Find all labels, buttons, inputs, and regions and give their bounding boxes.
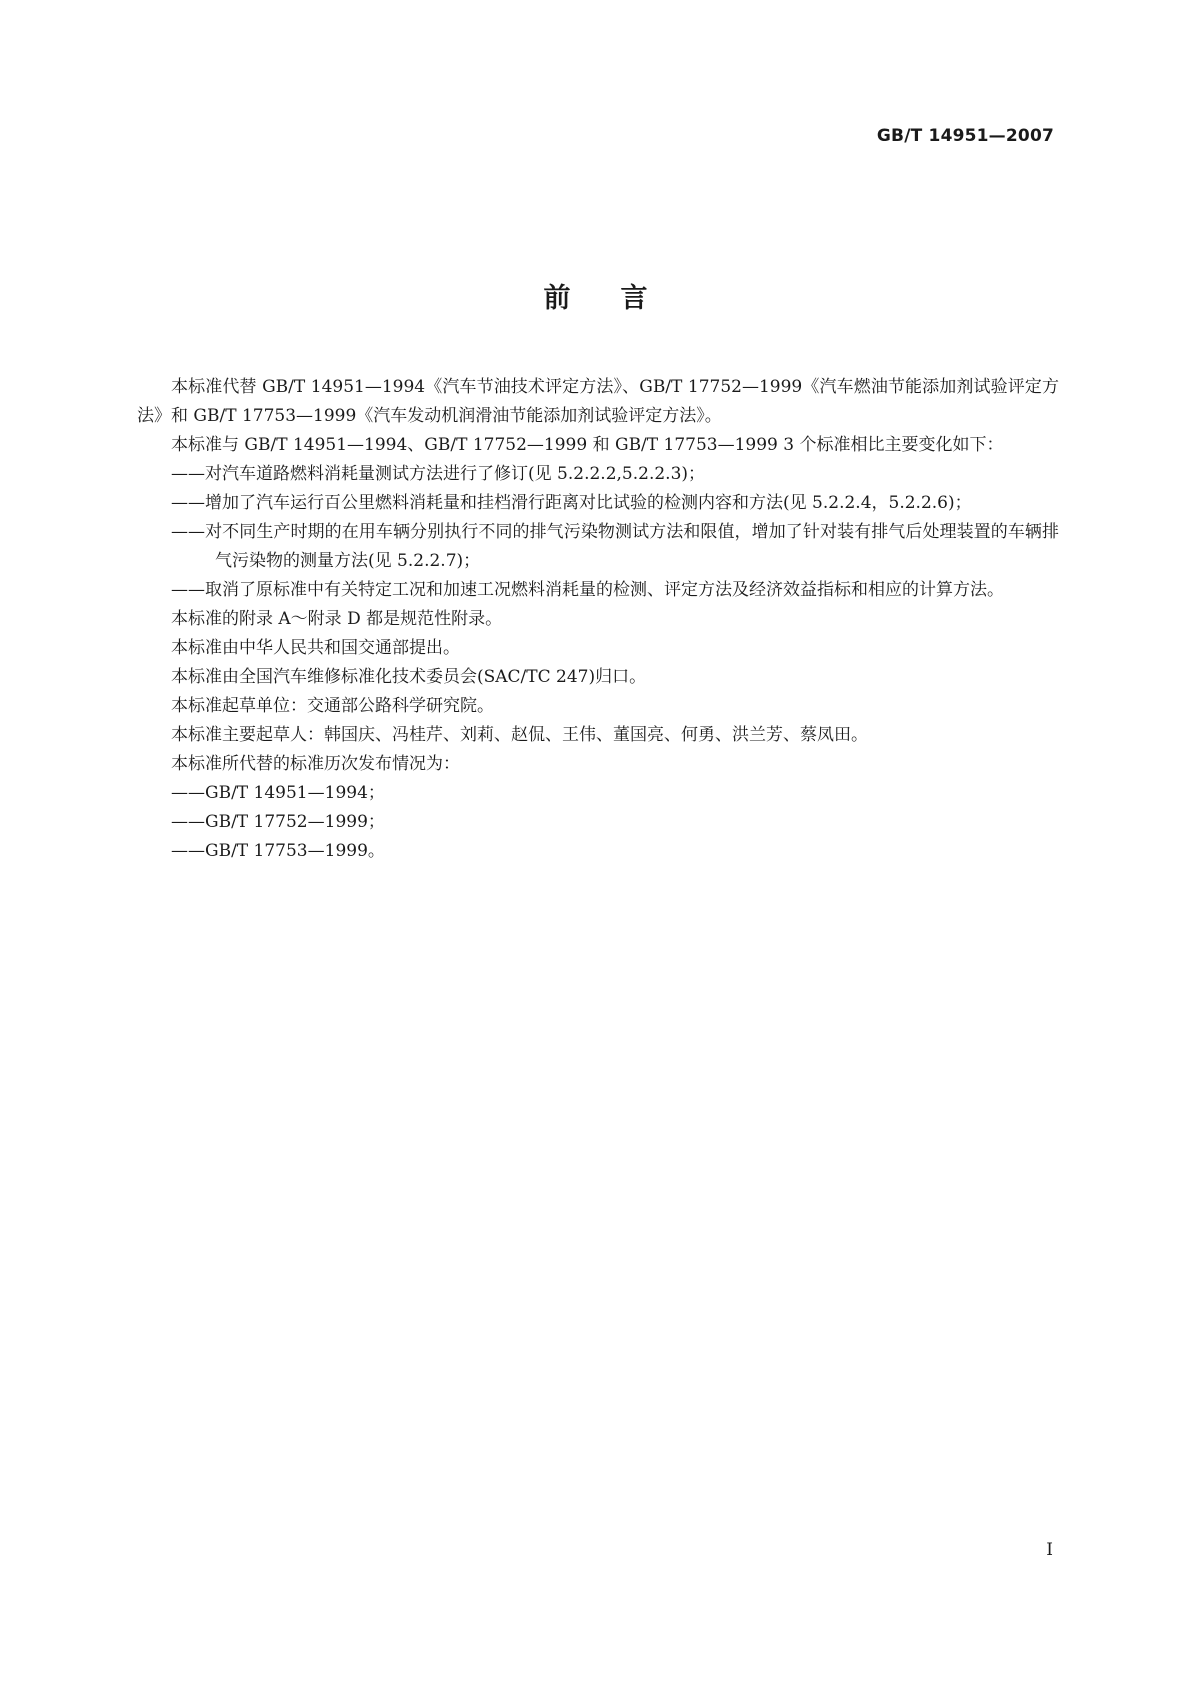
foreword-body — [137, 373, 1059, 866]
statement-drafting-unit: 本标准起草单位：交通部公路科学研究院。 — [171, 696, 494, 716]
history-item: ——GB/T 17753—1999。 — [171, 841, 385, 861]
history-item: ——GB/T 17752—1999； — [171, 812, 385, 832]
page-number: I — [1046, 1540, 1053, 1560]
page-title: 前言 — [543, 283, 698, 314]
statement-history-intro: 本标准所代替的标准历次发布情况为： — [171, 754, 460, 774]
statement-appendix: 本标准的附录 A～附录 D 都是规范性附录。 — [171, 609, 503, 629]
standard-number: GB/T 14951—2007 — [876, 126, 1054, 146]
change-item: ——增加了汽车运行百公里燃料消耗量和挂档滑行距离对比试验的检测内容和方法(见 5.2.2.4，5.2.2.6)； — [171, 493, 972, 513]
change-item: ——对汽车道路燃料消耗量测试方法进行了修订(见 5.2.2.2,5.2.2.3)； — [171, 464, 706, 484]
statement-committee: 本标准由全国汽车维修标准化技术委员会(SAC/TC 247)归口。 — [171, 667, 647, 687]
paragraph-replaces: 本标准代替 GB/T 14951—1994《汽车节油技术评定方法》、GB/T 17752—1999《汽车燃油节能添加剂试验评定方法》和 GB/T 17753—1999《汽车发动机润滑油节能添加剂试验评定方法》。 — [137, 377, 1059, 426]
change-item: ——对不同生产时期的在用车辆分别执行不同的排气污染物测试方法和限值，增加了针对装有排气后处理装置的车辆排气污染物的测量方法(见 5.2.2.7)； — [171, 522, 1059, 571]
history-item: ——GB/T 14951—1994； — [171, 783, 385, 803]
paragraph-changes-intro: 本标准与 GB/T 14951—1994、GB/T 17752—1999 和 GB/T 17753—1999 3 个标准相比主要变化如下： — [171, 435, 1004, 455]
statement-drafters: 本标准主要起草人：韩国庆、冯桂芹、刘莉、赵侃、王伟、董国亮、何勇、洪兰芳、蔡凤田。 — [171, 725, 868, 745]
statement-proposer: 本标准由中华人民共和国交通部提出。 — [171, 638, 460, 658]
change-item: ——取消了原标准中有关特定工况和加速工况燃料消耗量的检测、评定方法及经济效益指标和相应的计算方法。 — [171, 580, 1004, 600]
